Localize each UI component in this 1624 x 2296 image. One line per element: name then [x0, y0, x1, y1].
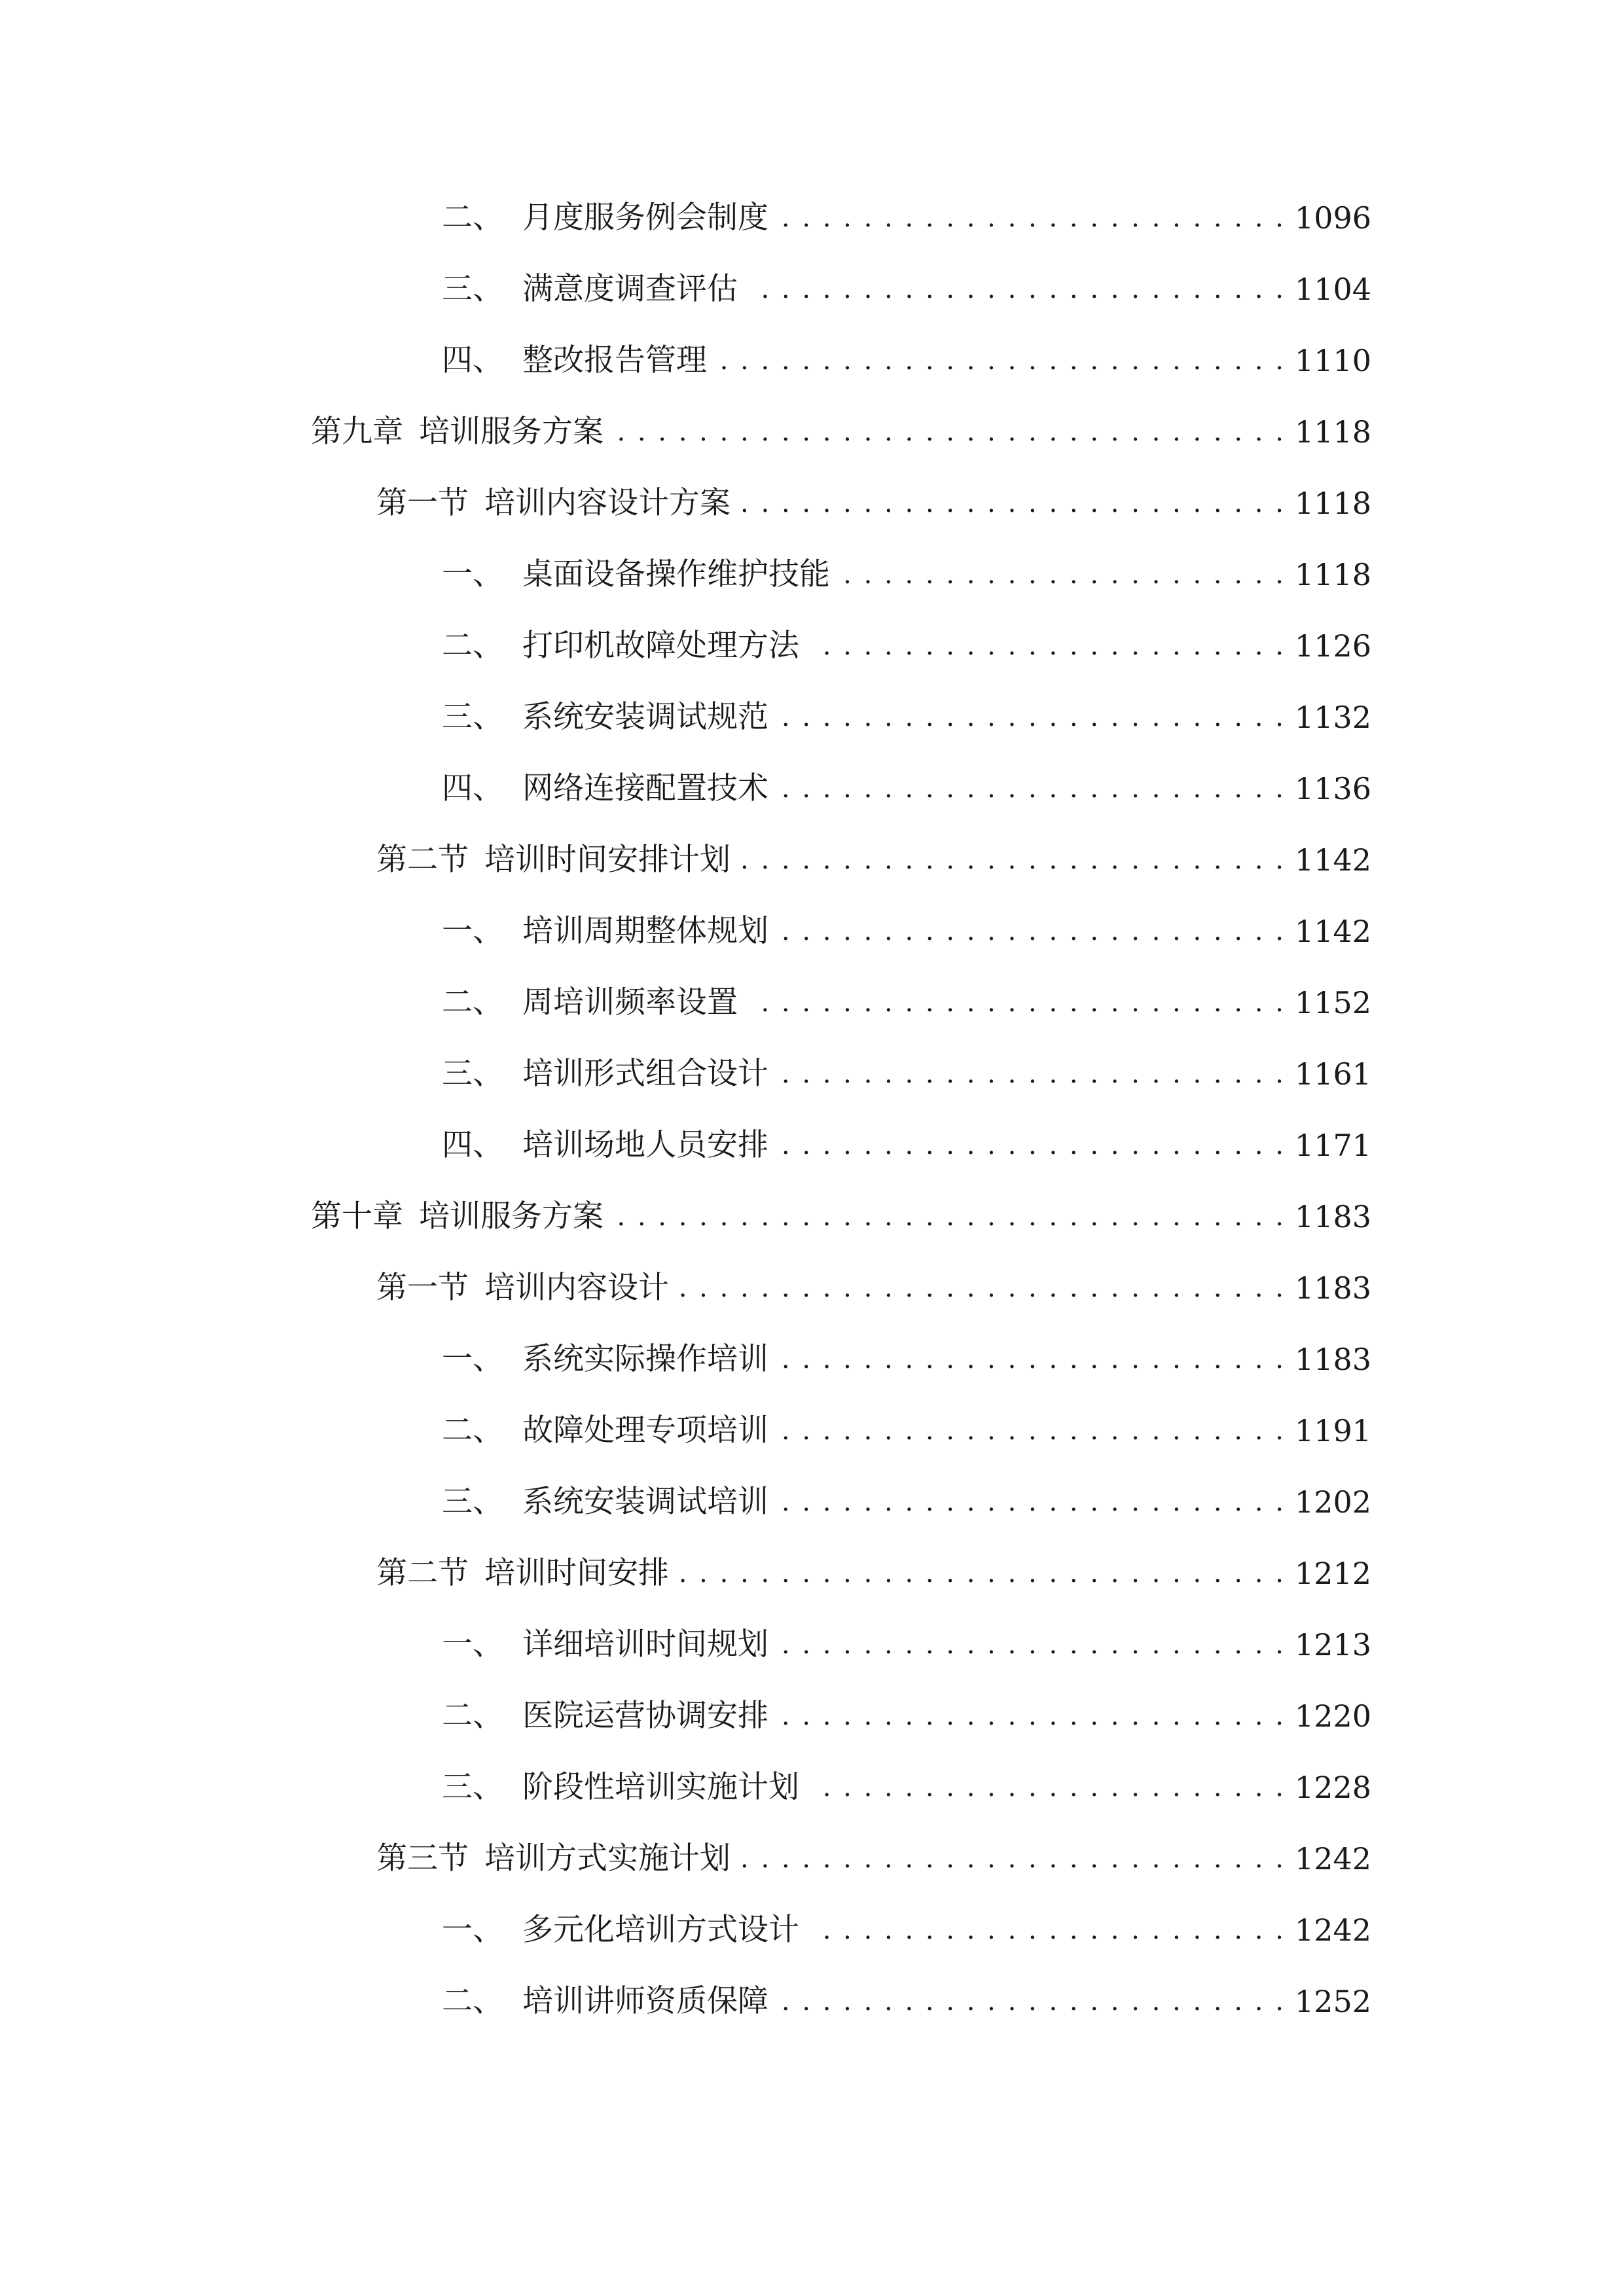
section-number: 第一节 [376, 1270, 469, 1306]
section-number: 第一节 [376, 485, 469, 521]
entry-title: 详细培训时间规划 [522, 1626, 768, 1662]
entry-page-number: 1118 [1294, 414, 1371, 450]
toc-entry[interactable] [442, 1476, 1371, 1528]
dot-leader [808, 1904, 1286, 1956]
entry-page-number: 1104 [1294, 272, 1371, 307]
entry-number: 一、 [442, 1912, 503, 1948]
entry-number: 二、 [442, 628, 503, 664]
toc-entry[interactable] [442, 192, 1371, 244]
dot-leader [808, 620, 1286, 672]
dot-leader [778, 1333, 1286, 1386]
entry-title: 系统实际操作培训 [522, 1341, 768, 1377]
entry-number: 一、 [442, 1626, 503, 1662]
toc-entry[interactable] [442, 1048, 1371, 1100]
dot-leader [716, 334, 1286, 387]
entry-page-number: 1202 [1294, 1484, 1371, 1520]
entry-number: 二、 [442, 200, 503, 236]
entry-title: 培训时间安排计划 [484, 842, 731, 878]
toc-entry[interactable] [442, 1119, 1371, 1172]
entry-title: 故障处理专项培训 [522, 1412, 768, 1448]
toc-entry[interactable] [442, 977, 1371, 1029]
entry-title: 培训讲师资质保障 [522, 1983, 768, 2019]
dot-leader [613, 1191, 1286, 1243]
dot-leader [740, 1833, 1286, 1885]
dot-leader [778, 1476, 1286, 1528]
entry-page-number: 1220 [1294, 1698, 1371, 1734]
entry-title: 网络连接配置技术 [522, 770, 768, 806]
dot-leader [778, 905, 1286, 958]
entry-title: 培训服务方案 [419, 414, 604, 450]
entry-number: 一、 [442, 913, 503, 949]
section-number: 第二节 [376, 842, 469, 878]
entry-page-number: 1096 [1294, 200, 1371, 236]
chapter-number: 第十章 [311, 1198, 403, 1234]
toc-entry[interactable] [442, 1690, 1371, 1742]
dot-leader [678, 1262, 1286, 1314]
toc-section-entry[interactable] [376, 477, 1371, 529]
entry-title: 系统安装调试规范 [522, 699, 768, 735]
dot-leader [778, 1619, 1286, 1671]
dot-leader [778, 1048, 1286, 1100]
toc-entry[interactable] [442, 1619, 1371, 1671]
toc-section-entry[interactable] [376, 834, 1371, 886]
entry-number: 四、 [442, 342, 503, 378]
entry-page-number: 1118 [1294, 486, 1371, 521]
section-number: 第二节 [376, 1555, 469, 1591]
entry-number: 一、 [442, 556, 503, 592]
entry-title: 月度服务例会制度 [522, 200, 768, 236]
toc-entry[interactable] [442, 1904, 1371, 1956]
dot-leader [778, 1405, 1286, 1457]
entry-number: 一、 [442, 1341, 503, 1377]
dot-leader [778, 762, 1286, 815]
toc-entry[interactable] [442, 1761, 1371, 1814]
toc-section-entry[interactable] [376, 1833, 1371, 1885]
toc-entry[interactable] [442, 1975, 1371, 2028]
toc-section-entry[interactable] [376, 1547, 1371, 1600]
toc-entry[interactable] [442, 1333, 1371, 1386]
entry-title: 培训内容设计 [484, 1270, 669, 1306]
entry-number: 二、 [442, 1983, 503, 2019]
entry-title: 阶段性培训实施计划 [522, 1769, 799, 1805]
dot-leader [839, 548, 1286, 601]
toc-entry[interactable] [442, 263, 1371, 315]
dot-leader [778, 1975, 1286, 2028]
entry-title: 培训形式组合设计 [522, 1056, 768, 1092]
entry-page-number: 1142 [1294, 842, 1371, 878]
entry-title: 培训方式实施计划 [484, 1840, 731, 1876]
entry-title: 整改报告管理 [522, 342, 707, 378]
entry-number: 三、 [442, 1056, 503, 1092]
toc-entry[interactable] [442, 762, 1371, 815]
entry-page-number: 1152 [1294, 985, 1371, 1020]
entry-page-number: 1171 [1294, 1128, 1371, 1163]
dot-leader [778, 691, 1286, 744]
entry-title: 多元化培训方式设计 [522, 1912, 799, 1948]
entry-page-number: 1132 [1294, 700, 1371, 735]
toc-entry[interactable] [442, 620, 1371, 672]
entry-page-number: 1110 [1294, 343, 1371, 378]
entry-number: 四、 [442, 1127, 503, 1163]
entry-page-number: 1183 [1294, 1270, 1371, 1306]
entry-title: 系统安装调试培训 [522, 1484, 768, 1520]
toc-entry[interactable] [442, 548, 1371, 601]
toc-chapter-entry[interactable] [311, 1191, 1371, 1243]
entry-page-number: 1228 [1294, 1770, 1371, 1805]
entry-number: 二、 [442, 1698, 503, 1734]
entry-page-number: 1126 [1294, 628, 1371, 664]
entry-title: 培训服务方案 [419, 1198, 604, 1234]
entry-number: 三、 [442, 699, 503, 735]
entry-number: 三、 [442, 271, 503, 307]
entry-page-number: 1136 [1294, 771, 1371, 806]
entry-page-number: 1191 [1294, 1413, 1371, 1448]
dot-leader [808, 1761, 1286, 1814]
dot-leader [778, 1690, 1286, 1742]
entry-number: 二、 [442, 1412, 503, 1448]
entry-number: 二、 [442, 984, 503, 1020]
entry-number: 四、 [442, 770, 503, 806]
dot-leader [740, 477, 1286, 529]
dot-leader [778, 192, 1286, 244]
entry-page-number: 1212 [1294, 1556, 1371, 1591]
entry-title: 满意度调查评估 [522, 271, 738, 307]
entry-title: 周培训频率设置 [522, 984, 738, 1020]
entry-page-number: 1161 [1294, 1056, 1371, 1092]
entry-title: 桌面设备操作维护技能 [522, 556, 830, 592]
dot-leader [740, 834, 1286, 886]
entry-page-number: 1242 [1294, 1841, 1371, 1876]
entry-page-number: 1118 [1294, 557, 1371, 592]
entry-title: 打印机故障处理方法 [522, 628, 799, 664]
entry-number: 三、 [442, 1769, 503, 1805]
entry-page-number: 1183 [1294, 1199, 1371, 1234]
entry-page-number: 1242 [1294, 1912, 1371, 1948]
toc-entry[interactable] [442, 905, 1371, 958]
dot-leader [778, 1119, 1286, 1172]
dot-leader [613, 406, 1286, 458]
entry-page-number: 1183 [1294, 1342, 1371, 1377]
entry-page-number: 1252 [1294, 1984, 1371, 2019]
dot-leader [747, 977, 1286, 1029]
section-number: 第三节 [376, 1840, 469, 1876]
entry-title: 医院运营协调安排 [522, 1698, 768, 1734]
dot-leader [747, 263, 1286, 315]
entry-page-number: 1142 [1294, 914, 1371, 949]
entry-number: 三、 [442, 1484, 503, 1520]
toc-entry[interactable] [442, 691, 1371, 744]
toc-section-entry[interactable] [376, 1262, 1371, 1314]
chapter-number: 第九章 [311, 414, 403, 450]
toc-chapter-entry[interactable] [311, 406, 1371, 458]
entry-title: 培训内容设计方案 [484, 485, 731, 521]
toc-entry[interactable] [442, 1405, 1371, 1457]
entry-title: 培训场地人员安排 [522, 1127, 768, 1163]
entry-title: 培训时间安排 [484, 1555, 669, 1591]
entry-title: 培训周期整体规划 [522, 913, 768, 949]
entry-page-number: 1213 [1294, 1627, 1371, 1662]
toc-entry[interactable] [442, 334, 1371, 387]
dot-leader [678, 1547, 1286, 1600]
